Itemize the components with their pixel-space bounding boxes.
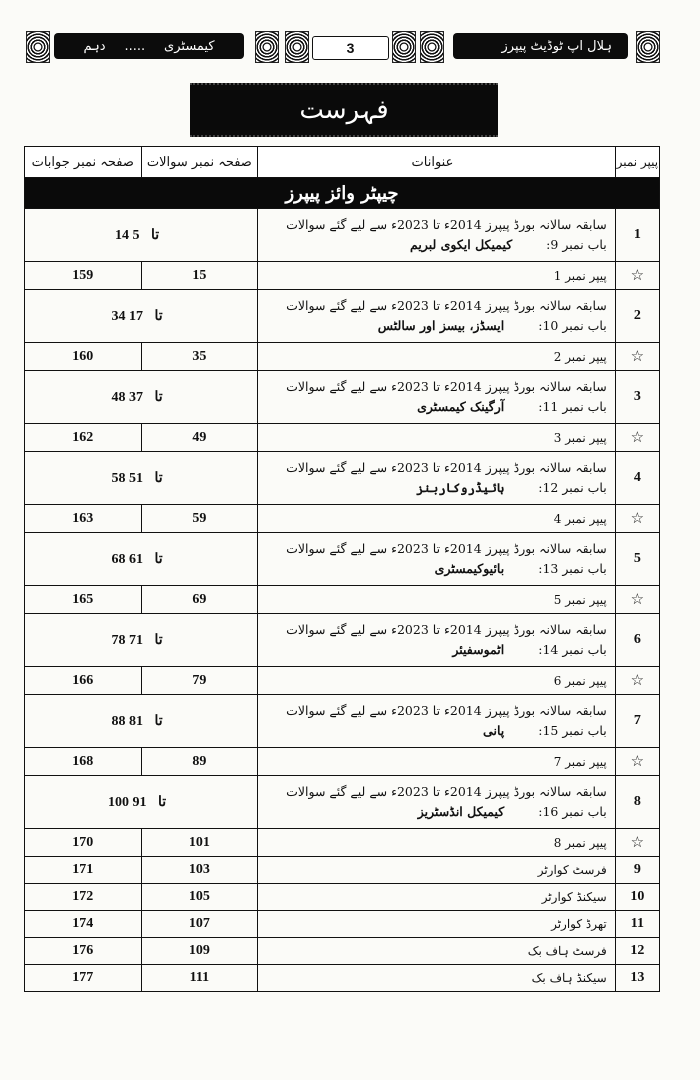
misc-answer-page: 171 — [25, 857, 142, 884]
chapter-label: باب نمبر 14: — [538, 642, 607, 657]
page-number: 3 — [312, 36, 389, 60]
chapter-row[interactable] — [25, 371, 660, 424]
row-number: 8 — [615, 776, 659, 829]
page-title: فہرست — [190, 83, 498, 137]
col-answer-page: صفحہ نمبر جوابات — [25, 147, 142, 178]
chapter-line — [258, 721, 607, 741]
grade-label: دہم — [83, 38, 106, 54]
chapter-name: ایسڈز، بیسز اور سالٹس — [377, 318, 505, 333]
paper-question-page: 101 — [141, 829, 258, 857]
paper-label: پیپر نمبر 8 — [258, 829, 616, 857]
chapter-label: باب نمبر 12: — [538, 480, 607, 495]
range-to: 14 — [114, 227, 129, 243]
chapter-row[interactable] — [25, 290, 660, 343]
row-number: 7 — [615, 695, 659, 748]
ornament-center-right-1 — [392, 31, 416, 63]
misc-row[interactable] — [25, 911, 660, 938]
row-number: 12 — [615, 938, 659, 965]
row-number: 11 — [615, 911, 659, 938]
range-to: 88 — [111, 713, 126, 729]
contents-table — [24, 146, 660, 992]
paper-row[interactable] — [25, 262, 660, 290]
row-number: 6 — [615, 614, 659, 667]
range-from: 5 — [132, 227, 140, 243]
paper-answer-page: 166 — [25, 667, 142, 695]
chapter-name: بائیوکیمسٹری — [434, 561, 505, 576]
misc-question-page: 107 — [141, 911, 258, 938]
misc-label: سیکنڈ ہاف بک — [258, 965, 616, 992]
chapter-prefix: سابقہ سالانہ بورڈ پیپرز 2014ء تا 2023ء سے لیے گئے سوالات — [286, 379, 607, 394]
series-title: ہلال اپ ٹوڈیٹ پیپرز — [501, 38, 612, 54]
chapter-prefix: سابقہ سالانہ بورڈ پیپرز 2014ء تا 2023ء سے لیے گئے سوالات — [286, 703, 607, 718]
star-icon: ☆ — [615, 505, 659, 533]
page-range — [25, 371, 258, 424]
ornament-center-right-2 — [420, 31, 444, 63]
chapter-row[interactable] — [25, 452, 660, 505]
page-range — [25, 776, 258, 829]
paper-label: پیپر نمبر 6 — [258, 667, 616, 695]
range-from: 81 — [128, 713, 143, 729]
range-from: 71 — [128, 632, 143, 648]
subject-label: کیمسٹری — [164, 38, 215, 54]
chapter-prefix: سابقہ سالانہ بورڈ پیپرز 2014ء تا 2023ء سے لیے گئے سوالات — [286, 298, 607, 313]
range-word: تا — [154, 713, 163, 729]
paper-question-page: 49 — [141, 424, 258, 452]
row-number: 3 — [615, 371, 659, 424]
section-row — [25, 178, 660, 209]
paper-question-page: 35 — [141, 343, 258, 371]
range-from: 61 — [128, 551, 143, 567]
paper-label: پیپر نمبر 3 — [258, 424, 616, 452]
paper-answer-page: 170 — [25, 829, 142, 857]
paper-label: پیپر نمبر 2 — [258, 343, 616, 371]
paper-row[interactable] — [25, 667, 660, 695]
page-range — [25, 290, 258, 343]
star-icon: ☆ — [615, 262, 659, 290]
row-number: 13 — [615, 965, 659, 992]
misc-question-page: 103 — [141, 857, 258, 884]
paper-row[interactable] — [25, 748, 660, 776]
misc-question-page: 105 — [141, 884, 258, 911]
paper-label: پیپر نمبر 4 — [258, 505, 616, 533]
row-number: 4 — [615, 452, 659, 505]
paper-row[interactable] — [25, 829, 660, 857]
paper-question-page: 15 — [141, 262, 258, 290]
chapter-label: باب نمبر 13: — [538, 561, 607, 576]
misc-row[interactable] — [25, 884, 660, 911]
chapter-prefix: سابقہ سالانہ بورڈ پیپرز 2014ء تا 2023ء سے لیے گئے سوالات — [286, 541, 607, 556]
chapter-line — [258, 316, 607, 336]
chapter-row[interactable] — [25, 776, 660, 829]
misc-answer-page: 172 — [25, 884, 142, 911]
paper-label: پیپر نمبر 1 — [258, 262, 616, 290]
page-range — [25, 695, 258, 748]
range-word: تا — [154, 551, 163, 567]
paper-answer-page: 160 — [25, 343, 142, 371]
chapter-prefix: سابقہ سالانہ بورڈ پیپرز 2014ء تا 2023ء سے لیے گئے سوالات — [286, 784, 607, 799]
range-word: تا — [154, 308, 163, 324]
chapter-label: باب نمبر 16: — [538, 804, 607, 819]
chapter-line — [258, 235, 607, 255]
paper-row[interactable] — [25, 505, 660, 533]
chapter-prefix: سابقہ سالانہ بورڈ پیپرز 2014ء تا 2023ء سے لیے گئے سوالات — [286, 622, 607, 637]
chapter-row[interactable] — [25, 533, 660, 586]
range-to: 78 — [111, 632, 126, 648]
paper-answer-page: 163 — [25, 505, 142, 533]
misc-question-page: 111 — [141, 965, 258, 992]
misc-row[interactable] — [25, 965, 660, 992]
col-question-page: صفحہ نمبر سوالات — [141, 147, 258, 178]
chapter-name: کیمیکل ایکوی لبریم — [410, 237, 513, 252]
chapter-name: پانی — [483, 723, 505, 738]
chapter-label: باب نمبر 11: — [538, 399, 607, 414]
row-number: 2 — [615, 290, 659, 343]
paper-question-page: 69 — [141, 586, 258, 614]
chapter-line — [258, 640, 607, 660]
ornament-left — [26, 31, 50, 63]
misc-label: سیکنڈ کوارٹر — [258, 884, 616, 911]
chapter-line — [258, 397, 607, 417]
star-icon: ☆ — [615, 748, 659, 776]
range-from: 17 — [128, 308, 143, 324]
range-from: 51 — [128, 470, 143, 486]
chapter-row[interactable] — [25, 209, 660, 262]
paper-row[interactable] — [25, 424, 660, 452]
range-to: 100 — [107, 794, 129, 810]
chapter-name: اٹموسفیئر — [452, 642, 505, 657]
range-from: 37 — [128, 389, 143, 405]
misc-answer-page: 174 — [25, 911, 142, 938]
range-from: 91 — [132, 794, 147, 810]
paper-label: پیپر نمبر 5 — [258, 586, 616, 614]
chapter-title-cell — [258, 452, 616, 505]
chapter-title-cell — [258, 533, 616, 586]
paper-label: پیپر نمبر 7 — [258, 748, 616, 776]
col-topics: عنوانات — [258, 147, 616, 178]
chapter-title-cell — [258, 209, 616, 262]
page-range — [25, 614, 258, 667]
chapter-name: ہائیڈروکاربنز — [416, 480, 505, 495]
paper-question-page: 59 — [141, 505, 258, 533]
header-right-bar — [453, 33, 628, 59]
paper-question-page: 79 — [141, 667, 258, 695]
paper-answer-page: 159 — [25, 262, 142, 290]
chapter-title-cell — [258, 695, 616, 748]
misc-row[interactable] — [25, 857, 660, 884]
header-row — [25, 147, 660, 178]
range-to: 48 — [111, 389, 126, 405]
paper-answer-page: 165 — [25, 586, 142, 614]
chapter-label: باب نمبر 9: — [546, 237, 607, 252]
ornament-center-left-2 — [285, 31, 309, 63]
range-to: 58 — [111, 470, 126, 486]
star-icon: ☆ — [615, 424, 659, 452]
paper-answer-page: 168 — [25, 748, 142, 776]
misc-label: تھرڈ کوارٹر — [258, 911, 616, 938]
chapter-prefix: سابقہ سالانہ بورڈ پیپرز 2014ء تا 2023ء سے لیے گئے سوالات — [286, 217, 607, 232]
chapter-line — [258, 478, 607, 498]
row-number: 5 — [615, 533, 659, 586]
chapter-title-cell — [258, 614, 616, 667]
misc-answer-page: 177 — [25, 965, 142, 992]
chapter-title-cell — [258, 290, 616, 343]
star-icon: ☆ — [615, 829, 659, 857]
range-word: تا — [154, 632, 163, 648]
star-icon: ☆ — [615, 586, 659, 614]
ornament-right — [636, 31, 660, 63]
chapter-line — [258, 802, 607, 822]
misc-question-page: 109 — [141, 938, 258, 965]
range-word: تا — [154, 389, 163, 405]
page-range — [25, 533, 258, 586]
row-number: 10 — [615, 884, 659, 911]
page-range — [25, 452, 258, 505]
paper-row[interactable] — [25, 343, 660, 371]
range-to: 68 — [111, 551, 126, 567]
paper-answer-page: 162 — [25, 424, 142, 452]
section-title: چیپٹر وائز پیپرز — [25, 178, 660, 209]
range-word: تا — [150, 227, 160, 243]
range-word: تا — [154, 470, 163, 486]
chapter-row[interactable] — [25, 695, 660, 748]
chapter-name: آرگینک کیمسٹری — [417, 399, 505, 414]
chapter-name: کیمیکل انڈسٹریز — [417, 804, 505, 819]
chapter-label: باب نمبر 15: — [538, 723, 607, 738]
ornament-center-left-1 — [255, 31, 279, 63]
misc-row[interactable] — [25, 938, 660, 965]
page-range — [25, 209, 258, 262]
star-icon: ☆ — [615, 667, 659, 695]
range-to: 34 — [111, 308, 126, 324]
misc-label: فرسٹ ہاف بک — [258, 938, 616, 965]
col-paper-number: پیپر نمبر — [615, 147, 659, 178]
row-number: 9 — [615, 857, 659, 884]
star-icon: ☆ — [615, 343, 659, 371]
chapter-title-cell — [258, 371, 616, 424]
misc-answer-page: 176 — [25, 938, 142, 965]
chapter-prefix: سابقہ سالانہ بورڈ پیپرز 2014ء تا 2023ء سے لیے گئے سوالات — [286, 460, 607, 475]
chapter-line — [258, 559, 607, 579]
range-word: تا — [157, 794, 167, 810]
chapter-label: باب نمبر 10: — [538, 318, 607, 333]
paper-question-page: 89 — [141, 748, 258, 776]
chapter-row[interactable] — [25, 614, 660, 667]
misc-label: فرسٹ کوارٹر — [258, 857, 616, 884]
paper-row[interactable] — [25, 586, 660, 614]
header-left-bar — [54, 33, 244, 59]
separator: ..... — [124, 38, 146, 54]
chapter-title-cell — [258, 776, 616, 829]
row-number: 1 — [615, 209, 659, 262]
